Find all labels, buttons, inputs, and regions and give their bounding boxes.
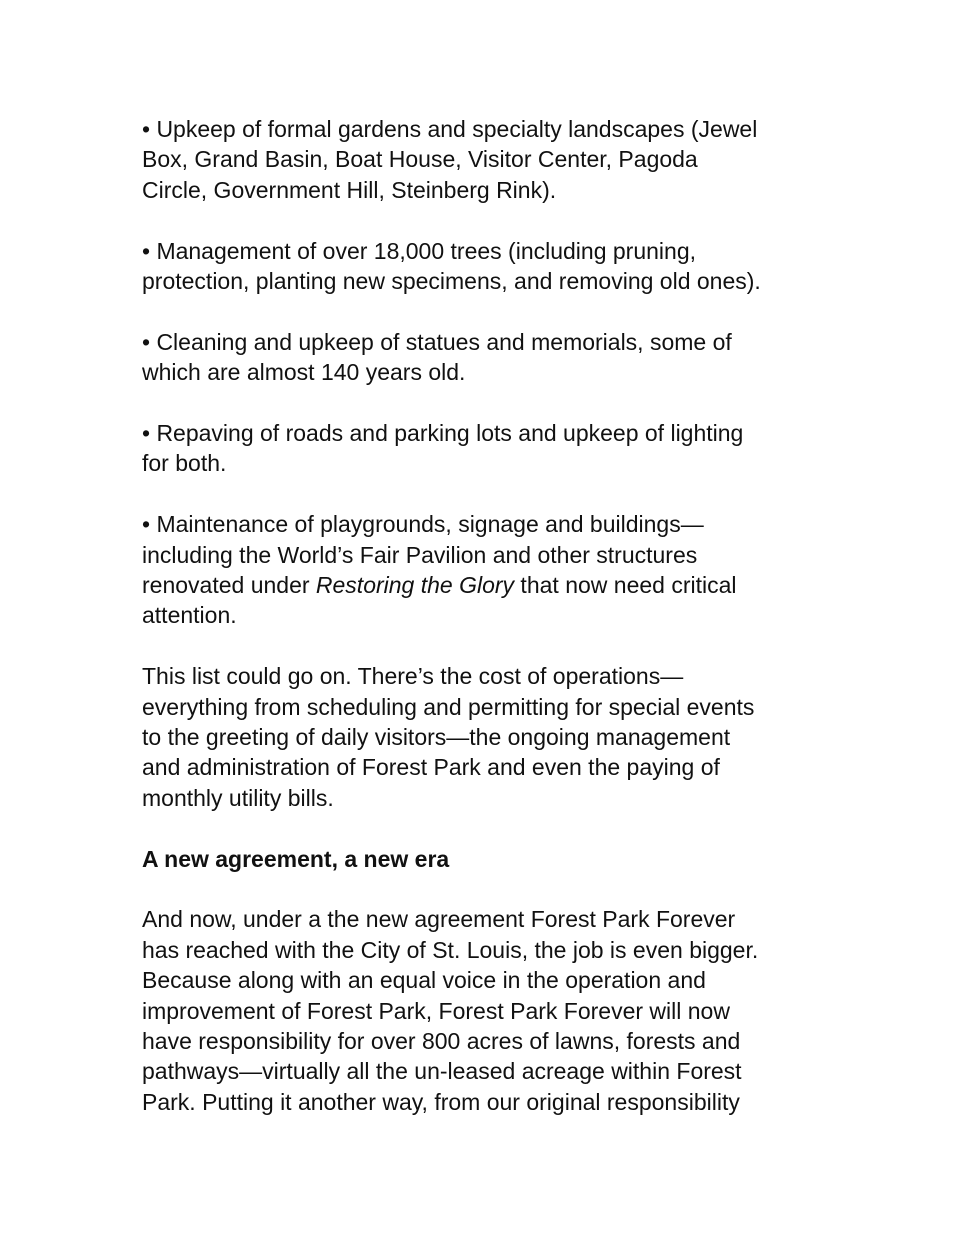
restoring-the-glory-title: Restoring the Glory <box>315 572 515 599</box>
document-page <box>142 114 832 1148</box>
bullet-statues-memorials: • Cleaning and upkeep of statues and memorials, some of which are almost 140 years old. <box>142 328 732 386</box>
bullet-playgrounds-text-before: • Maintenance of playgrounds, signage and buildings— including the World’s Fair Pavilion and other structures renovated under <box>142 511 704 599</box>
bullet-roads-parking: • Repaving of roads and parking lots and upkeep of lighting for both. <box>142 420 744 477</box>
section-heading: A new agreement, a new era <box>142 845 450 872</box>
bullet-playgrounds-buildings <box>142 509 832 631</box>
new-agreement-paragraph: And now, under a the new agreement Forest Park Forever has reached with the City of St. Louis, the job is even bigger. Because along with an equal voice in the operation and improvement of Forest Park, Forest Park Forever will now have responsibility for over 800 acres of lawns, forests and pathways—virtually all the un-leased acreage within Forest Park. Putting it another way, from our original responsibility <box>142 906 759 1115</box>
bullet-formal-gardens: • Upkeep of formal gardens and specialty landscapes (Jewel Box, Grand Basin, Boat House, Visitor Center, Pagoda Circle, Government Hill, Steinberg Rink). <box>142 116 758 203</box>
bullet-tree-management: • Management of over 18,000 trees (including pruning, protection, planting new specimens, and removing old ones). <box>142 237 761 295</box>
bullet-playgrounds-text-after: that now need critical attention. <box>142 572 737 629</box>
operations-paragraph: This list could go on. There’s the cost of operations— everything from scheduling and permitting for special events to the greeting of daily visitors—the ongoing management and administration of Forest Park and even the paying of monthly utility bills. <box>142 663 755 811</box>
